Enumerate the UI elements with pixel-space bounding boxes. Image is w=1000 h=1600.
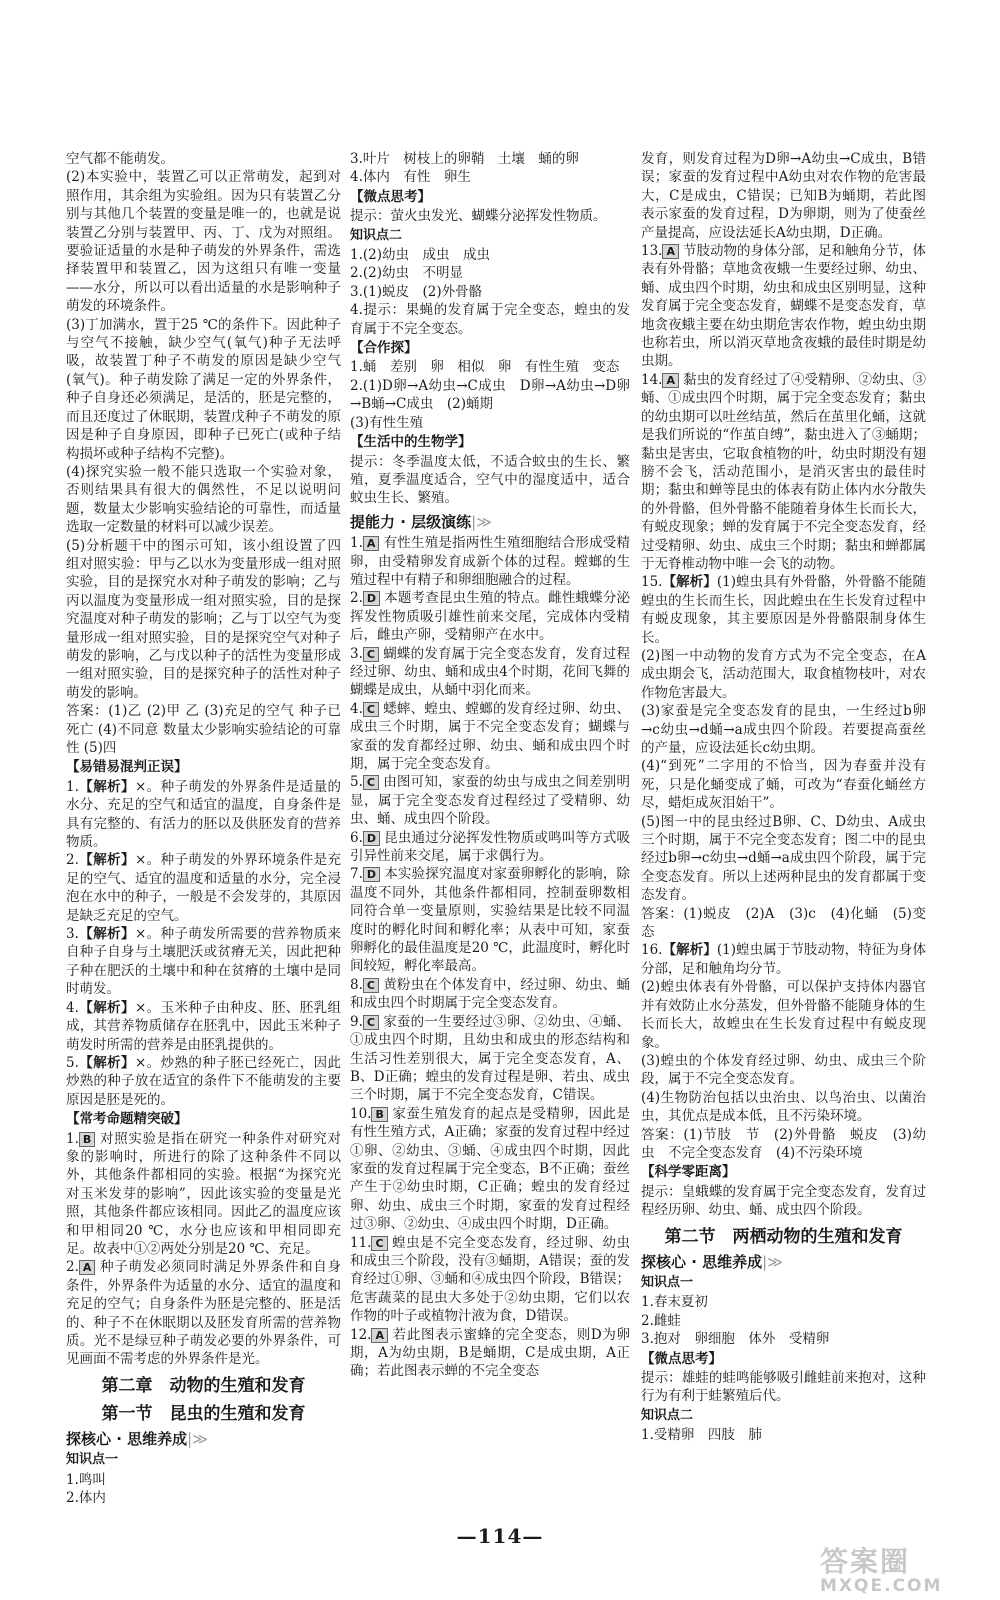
watermark-logo: 答案圈 MXQE.COM	[820, 1545, 943, 1596]
knowledge-point: 知识点二	[350, 227, 403, 243]
list-item: 4.【解析】×。玉米种子由种皮、胚、胚乳组成，其营养物质储存在胚乳中，因此玉米种子萌发时所需的营养是由胚乳提供的。	[66, 999, 342, 1053]
answer-badge: A	[662, 244, 679, 259]
list-item: 4. C 蟋蟀、蝗虫、螳螂的发育经过卵、幼虫、成虫三个时期，属于不完全变态发育；蝴蝶与家蚕的发育都经过卵、幼虫、蛹和成虫四个时期，属于完全变态发育。	[350, 700, 630, 772]
list-item: 3. C 蝴蝶的发育属于完全变态发育，发育过程经过卵、幼虫、蛹和成虫4个时期，花间飞舞的蝴蝶是成虫，从蛹中羽化而来。	[350, 645, 630, 699]
list-item: 5. C 由图可知，家蚕的幼虫与成虫之间差别明显，属于完全变态发育过程经过了受精卵、幼虫、蛹、成虫四个阶段。	[350, 774, 630, 828]
section-tag: 【微点思考】	[641, 1350, 722, 1367]
list-item: 1.蛹 差别 卵 相似 卵 有性生殖 变态	[350, 359, 620, 376]
list-item: 14. A 黏虫的发育经过了④受精卵、②幼虫、③蛹、①成虫四个时期，属于完全变态发育；黏虫的幼虫期可以吐丝结茧，然后在茧里化蛹，这就是我们所说的“作茧自缚”，黏虫进入了③蛹期；黏虫是害虫，它取食植物的叶，幼虫时期没有翅膀不会飞，活动范围小，是消灭害虫的最佳时期；黏虫和蝉等昆虫的体表有防止体内水分散失的外骨骼，但外骨骼不能随着身体生长而长大，有蜕皮现象；蝉的发育属于不完全变态发育，经过受精卵、幼虫、成虫三个时期；黏虫和蝉都属于无脊椎动物中唯一会飞的动物。	[641, 371, 926, 572]
list-item: 2.雌蛙	[641, 1312, 681, 1329]
sub-heading: 探核心 · 思维养成|≫	[641, 1252, 783, 1271]
list-item: 1.春末夏初	[641, 1294, 708, 1311]
list-item: 2. D 本题考查昆虫生殖的特点。雌性蛾蝶分泌挥发性物质吸引雄性前来交尾，完成体内受精后，雌虫产卵，受精卵产在水中。	[350, 590, 630, 644]
list-item: 9. C 家蚕的一生要经过③卵、②幼虫、④蛹、①成虫四个时期，且幼虫和成虫的形态结构和生活习性差别很大，属于完全变态发育，A、B、D正确；蝗虫的发育过程是卵、若虫、成虫三个时期，属于不完全变态发育，C错误。	[350, 1013, 630, 1104]
chapter-title: 第二章 动物的生殖和发育	[101, 1375, 306, 1396]
list-item: 2. A 种子萌发必须同时满足外界条件和自身条件，外界条件为适量的水分、适宜的温度和充足的空气；自身条件为胚是完整的、胚是活的、种子不在休眠期以及胚发育所需的营养物质。光不是绿豆种子萌发必要的外界条件，可见画面不需考虑的外界条件是光。	[66, 1259, 341, 1368]
knowledge-point: 知识点二	[641, 1407, 694, 1423]
text-line: 发育，则发育过程为D卵→A幼虫→C成虫，B错误；家蚕的发育过程中A幼虫对农作物的危害最大，C是成虫，C错误；已知B为蛹期，若此图表示家蚕的发育过程，D为卵期，则为了使蚕丝产量提高，应设法延长A幼虫期，D正确。	[641, 151, 926, 241]
section-tag: 【合作探】	[350, 340, 418, 357]
hint-text: 提示：雄蛙的蛙鸣能够吸引雌蛙前来抱对，这种行为有利于蛙繁殖后代。	[641, 1370, 926, 1405]
answer-badge: C	[363, 647, 379, 662]
text-line: 空气都不能萌发。	[66, 151, 174, 167]
answer-badge: B	[79, 1132, 95, 1147]
answer-line: 答案：(1)乙 (2)甲 乙 (3)充足的空气 种子已死亡 (4)不同意 数量太少影响实验结论的可靠性 (5)四	[66, 703, 341, 756]
arrow-icon: |≫	[471, 512, 492, 531]
answer-badge: A	[79, 1260, 96, 1275]
list-item: 16.【解析】(1)蝗虫属于节肢动物，特征为身体分部，足和触角均分节。	[641, 942, 927, 977]
column-middle	[350, 150, 630, 1381]
list-item: 3.【解析】×。种子萌发所需要的营养物质来自种子自身与土壤肥沃或贫瘠无关，因此把种子种在肥沃的土壤中和种在贫瘠的土壤中是同时萌发。	[66, 926, 342, 998]
hint-text: 提示：冬季温度太低，不适合蚊虫的生长、繁殖，夏季温度适合，空气中的湿度适中，适合蚊虫生长、繁殖。	[350, 453, 630, 507]
section-tag: 【科学零距离】	[641, 1164, 736, 1181]
column-right	[641, 150, 926, 1445]
answer-badge: A	[363, 536, 380, 551]
answer-badge: B	[371, 1107, 387, 1122]
list-item: 15.【解析】(1)蝗虫具有外骨骼，外骨骼不能随蝗虫的生长而生长，因此蝗虫在生长发育过程中有蜕皮现象，其主要原因是外骨骼限制身体生长。	[641, 574, 927, 646]
list-item: 1.【解析】×。种子萌发的外界条件是适量的水分、充足的空气和适宜的温度，自身条件是具有完整的、有活力的胚以及供胚发育的营养物质。	[66, 778, 342, 851]
list-item: 2.(1)D卵→A幼虫→C成虫 D卵→A幼虫→D卵→B蛹→C成虫 (2)蛹期	[350, 377, 630, 413]
text-line: (3)丁加满水，置于25 ℃的条件下。因此种子与空气不接触，缺少空气(氧气)种子无法呼吸，故装置丁种子不萌发的原因是缺少空气(氧气)。种子萌发除了满足一定的外界条件，种子自身还必须满足，是活的，胚是完整的，而且还度过了休眠期，装置戊种子不萌发的原因是种子自身原因，即种子已死亡(或种子结构损坏或种子结构不完整)。	[66, 316, 341, 462]
answer-line: 答案：(1)蜕皮 (2)A (3)c (4)化蛹 (5)变态	[641, 905, 926, 941]
list-item: 3.叶片 树枝上的卵鞘 土壤 蛹的卵	[350, 151, 579, 167]
answer-badge: C	[363, 702, 379, 717]
text-line: (2)本实验中，装置乙可以正常萌发，起到对照作用，其余组为实验组。因为只有装置乙分别与其他几个装置的变量是唯一的，也就是说装置乙分别与装置甲、丙、丁、戊为对照组。要验证适量的水是种子萌发的外界条件，需选择装置甲和装置乙，因为这组只有唯一变量——水分，所以可以看出适量的水是影响种子萌发的环境条件。	[66, 169, 341, 315]
knowledge-point: 知识点一	[641, 1274, 694, 1290]
list-item: 2.【解析】×。种子萌发的外界环境条件是充足的空气、适宜的温度和适量的水分，完全浸泡在水中的种子，一般是不会发芽的，其原因是缺乏充足的空气。	[66, 852, 342, 924]
section-tag: 【易错易混判正误】	[66, 759, 188, 776]
list-item: 2.(2)幼虫 不明显	[350, 265, 464, 282]
section-tag: 【微点思考】	[350, 188, 431, 205]
list-item: 2.体内	[66, 1490, 106, 1507]
text-line: (2)图一中动物的发育方式为不完全变态，在A成虫期会飞，活动范围大，取食植物枝叶，对农作物危害最大。	[641, 647, 926, 701]
list-item: 1. A 有性生殖是指两性生殖细胞结合形成受精卵，由受精卵发育成新个体的过程。螳螂的生殖过程中有精子和卵细胞融合的过程。	[350, 535, 630, 588]
answer-badge: D	[363, 831, 380, 846]
list-item: 1.受精卵 四肢 肺	[641, 1427, 762, 1444]
list-item: 7. D 本实验探究温度对家蚕卵孵化的影响，除温度不同外，其他条件都相同，控制蚕卵数相同符合单一变量原则，实验结果是比较不同温度时的孵化时间和孵化率；从表中可知，家蚕卵孵化的最佳温度是20 ℃，此温度时，孵化时间较短，孵化率最高。	[350, 866, 630, 975]
text-line: (5)分析题干中的图示可知，该小组设置了四组对照实验：甲与乙以水为变量形成一组对照实验，目的是探究水对种子萌发的影响；乙与丙以温度为变量形成一组对照实验，目的是探究温度对种子萌发的影响；乙与丁以空气为变量形成一组对照实验，目的是探究空气对种子萌发的影响，乙与戊以种子的活性为变量形成一组对照实验，目的是探究种子的活性对种子萌发的影响。	[66, 537, 341, 701]
list-item: 1. B 对照实验是指在研究一种条件对研究对象的影响时，所进行的除了这种条件不同以外，其他条件都相同的实验。根据“为探究光对玉米发芽的影响”，因此该实验的变量是光照，其他条件都应该相同。因此乙的温度应该和甲相同20 ℃，水分也应该和甲相同即充足。故表中①②两处分别是20 ℃、充足。	[66, 1130, 341, 1257]
section-title: 第一节 昆虫的生殖和发育	[101, 1403, 306, 1424]
list-item: (3)有性生殖	[350, 414, 424, 431]
answer-badge: C	[363, 978, 379, 993]
text-line: (5)图一中的昆虫经过B卵、C、D幼虫、A成虫三个时期，属于不完全变态发育；图二中的昆虫经过b卵→c幼虫→d蛹→a成虫四个阶段，属于完全变态发育。所以上述两种昆虫的发育都属于变态发育。	[641, 813, 926, 904]
text-line: (3)家蚕是完全变态发育的昆虫，一生经过b卵→c幼虫→d蛹→a成虫四个阶段。若要提高蚕丝的产量，应设法延长c幼虫期。	[641, 703, 926, 756]
knowledge-point: 知识点一	[66, 1452, 119, 1468]
sub-heading: 探核心 · 思维养成|≫	[66, 1429, 208, 1448]
answer-badge: A	[371, 1328, 388, 1343]
text-line: (4)“到死”二字用的不恰当，因为春蚕并没有死，只是化蛹变成了蛹，可改为“春蚕化蛹丝方尽，蜡炬成灰泪始干”。	[641, 758, 926, 812]
section-tag: 【生活中的生物学】	[350, 434, 472, 451]
list-item: 1.鸣叫	[66, 1471, 106, 1488]
answer-badge: D	[363, 591, 380, 606]
answer-badge: A	[662, 373, 679, 388]
section-tag: 【常考命题精突破】	[66, 1111, 188, 1128]
text-line: (2)蝗虫体表有外骨骼，可以保护支持体内器官并有效防止水分蒸发，但外骨骼不能随身体的生长而长大，故蝗虫在生长发育过程中有蜕皮现象。	[641, 979, 926, 1051]
arrow-icon: |≫	[762, 1252, 783, 1271]
list-item: 8. C 黄粉虫在个体发育中，经过卵、幼虫、蛹和成虫四个时期属于完全变态发育。	[350, 976, 630, 1012]
sub-heading: 提能力 · 层级演练|≫	[350, 512, 492, 531]
list-item: 3.(1)蜕皮 (2)外骨骼	[350, 283, 483, 300]
hint-text: 提示：萤火虫发光、蝴蝶分泌挥发性物质。	[350, 208, 607, 225]
list-item: 3.抱对 卵细胞 体外 受精卵	[641, 1331, 830, 1348]
text-line: (4)探究实验一般不能只选取一个实验对象，否则结果具有很大的偶然性，不足以说明问题，数量太少影响实验结论的可靠性，而适量选取一定数量的材料可以减少误差。	[66, 463, 341, 536]
list-item: 4.体内 有性 卵生	[350, 169, 471, 186]
hint-text: 提示：皇蛾蝶的发育属于完全变态发育，发育过程经历卵、幼虫、蛹、成虫四个阶段。	[641, 1183, 926, 1219]
answer-badge: C	[371, 1236, 387, 1251]
answer-badge: D	[363, 867, 380, 882]
section-title: 第二节 两栖动物的生殖和发育	[664, 1226, 903, 1247]
text-line: (4)生物防治包括以虫治虫、以鸟治虫、以菌治虫，其优点是成本低，且不污染环境。	[641, 1089, 926, 1125]
list-item: 10. B 家蚕生殖发育的起点是受精卵，因此是有性生殖方式，A正确；家蚕的发育过程中经过①卵、②幼虫、③蛹、④成虫四个时期，因此家蚕的发育过程属于完全变态，B不正确；蚕丝产生于②幼虫时期，C正确；蝗虫的发育经过卵、幼虫、成虫三个时期，家蚕的发育过程经过③卵、②幼虫、④成虫四个时期，D正确。	[350, 1105, 630, 1233]
page-number: —114—	[456, 1524, 544, 1548]
text-line: (3)蝗虫的个体发育经过卵、幼虫、成虫三个阶段，属于不完全变态发育。	[641, 1052, 926, 1088]
answer-badge: C	[363, 775, 379, 790]
list-item: 1.(2)幼虫 成虫 成虫	[350, 247, 491, 264]
list-item: 11. C 蝗虫是不完全变态发育，经过卵、幼虫和成虫三个阶段，没有③蛹期，A错误；蚕的发育经过①卵、③蛹和④成虫四个阶段，B错误；危害蔬菜的昆虫大多处于②幼虫期，它们以农作物的叶子或植物汁液为食，D错误。	[350, 1234, 630, 1325]
list-item: 4.提示：果蝇的发育属于完全变态，蝗虫的发育属于不完全变态。	[350, 302, 630, 337]
answer-badge: C	[363, 1015, 379, 1030]
answer-line: 答案：(1)节肢 节 (2)外骨骼 蜕皮 (3)幼虫 不完全变态发育 (4)不污染环境	[641, 1126, 926, 1161]
list-item: 12. A 若此图表示蜜蜂的完全变态，则D为卵期，A为幼虫期，B是蛹期，C是成虫期，A正确；若此图表示蝉的不完全变态	[350, 1326, 630, 1380]
column-left	[66, 150, 341, 1507]
list-item: 5.【解析】×。炒熟的种子胚已经死亡，因此炒熟的种子放在适宜的条件下不能萌发的主要原因是胚是死的。	[66, 1054, 342, 1108]
list-item: 13. A 节肢动物的身体分部，足和触角分节，体表有外骨骼；草地贪夜蛾一生要经过卵、幼虫、蛹、成虫四个时期，幼虫和成虫区别明显，这种发育属于完全变态发育，蝴蝶不是变态发育，草地贪夜蛾主要在幼虫期危害农作物，蝗虫幼虫期也称若虫，所以消灭草地贪夜蛾的最佳时期是幼虫期。	[641, 243, 926, 370]
list-item: 6. D 昆虫通过分泌挥发性物质或鸣叫等方式吸引异性前来交尾，属于求偶行为。	[350, 829, 630, 865]
arrow-icon: |≫	[187, 1429, 208, 1448]
